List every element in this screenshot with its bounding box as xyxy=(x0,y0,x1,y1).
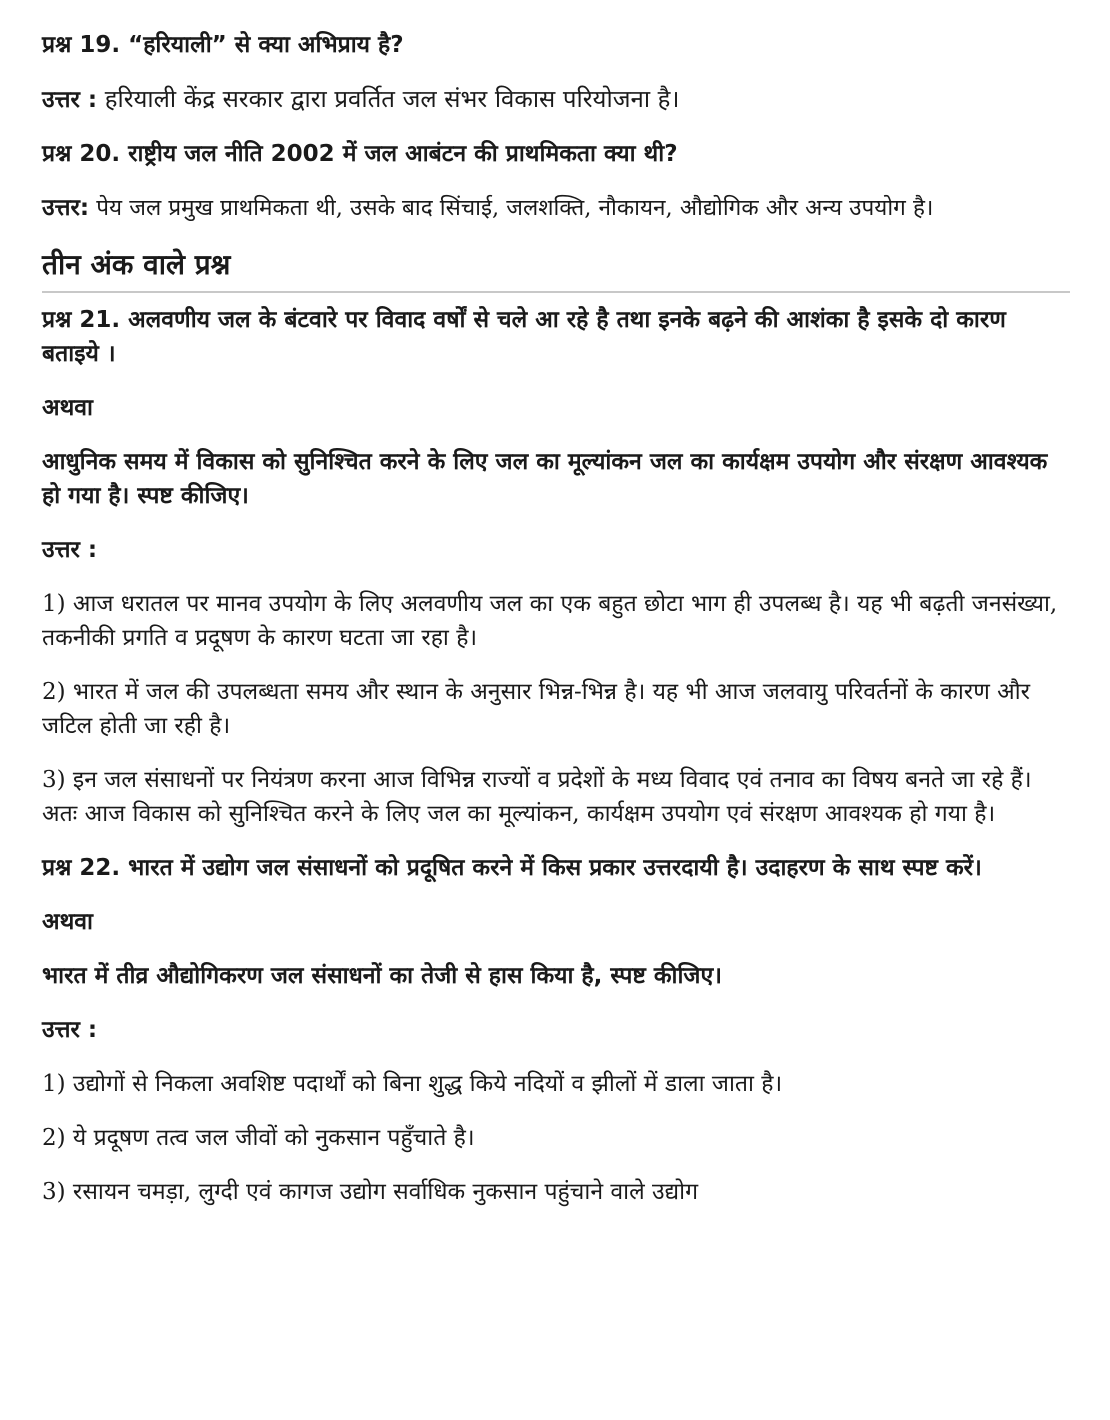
answer-22-point-2: 2) ये प्रदूषण तत्व जल जीवों को नुकसान पहुँचाते है। xyxy=(42,1125,475,1151)
answer-20-label: उत्तर: xyxy=(42,195,90,221)
answer-22-point-3: 3) रसायन चमड़ा, लुग्दी एवं कागज उद्योग सर्वाधिक नुकसान पहुंचाने वाले उद्योग xyxy=(42,1179,699,1205)
question-22-or: अथवा xyxy=(42,909,94,935)
question-22-alt: भारत में तीव्र औद्योगिकरण जल संसाधनों का तेजी से हास किया है, स्पष्ट कीजिए। xyxy=(42,963,722,989)
answer-21-label: उत्तर : xyxy=(42,537,98,563)
answer-22-point-1: 1) उद्योगों से निकला अवशिष्ट पदार्थों को बिना शुद्ध किये नदियों व झीलों में डाला जाता है। xyxy=(42,1071,783,1097)
answer-22-label: उत्तर : xyxy=(42,1017,98,1043)
answer-21-point-2: 2) भारत में जल की उपलब्धता समय और स्थान के अनुसार भिन्न-भिन्न है। यह भी आज जलवायु परिवर्तनों के कारण और जटिल होती जा रही है। xyxy=(42,679,1031,739)
answer-21-point-3: 3) इन जल संसाधनों पर नियंत्रण करना आज विभिन्न राज्यों व प्रदेशों के मध्य विवाद एवं तनाव का विषय बनते जा रहे हैं। अतः आज विकास को सुनिश्चित करने के लिए जल का मूल्यांकन, कार्यक्षम उपयोग एवं संरक्षण आवश्यक हो गया है। xyxy=(42,767,1032,827)
question-20: प्रश्न 20. राष्ट्रीय जल नीति 2002 में जल आबंटन की प्राथमिकता क्या थी? xyxy=(42,141,678,167)
question-21: प्रश्न 21. अलवणीय जल के बंटवारे पर विवाद वर्षों से चले आ रहे है तथा इनके बढ़ने की आशंका है इसके दो कारण बताइये । xyxy=(42,307,1006,367)
question-19: प्रश्न 19. “हरियाली” से क्या अभिप्राय है? xyxy=(42,32,404,58)
answer-20 xyxy=(42,191,1070,225)
answer-19-label: उत्तर : xyxy=(42,87,98,113)
section-heading: तीन अंक वाले प्रश्न xyxy=(42,245,1070,293)
answer-21-point-1: 1) आज धरातल पर मानव उपयोग के लिए अलवणीय जल का एक बहुत छोटा भाग ही उपलब्ध है। यह भी बढ़ती जनसंख्या, तकनीकी प्रगति व प्रदूषण के कारण घटता जा रहा है। xyxy=(42,591,1058,651)
question-21-or: अथवा xyxy=(42,395,94,421)
question-21-alt: आधुनिक समय में विकास को सुनिश्चित करने के लिए जल का मूल्यांकन जल का कार्यक्षम उपयोग और संरक्षण आवश्यक हो गया है। स्पष्ट कीजिए। xyxy=(42,449,1048,509)
answer-20-text: पेय जल प्रमुख प्राथमिकता थी, उसके बाद सिंचाई, जलशक्ति, नौकायन, औद्योगिक और अन्य उपयोग है। xyxy=(89,195,934,221)
answer-19 xyxy=(42,82,1070,117)
answer-19-text: हरियाली केंद्र सरकार द्वारा प्रवर्तित जल संभर विकास परियोजना है। xyxy=(97,85,680,113)
question-22: प्रश्न 22. भारत में उद्योग जल संसाधनों को प्रदूषित करने में किस प्रकार उत्तरदायी है। उदाहरण के साथ स्पष्ट करें। xyxy=(42,855,982,881)
